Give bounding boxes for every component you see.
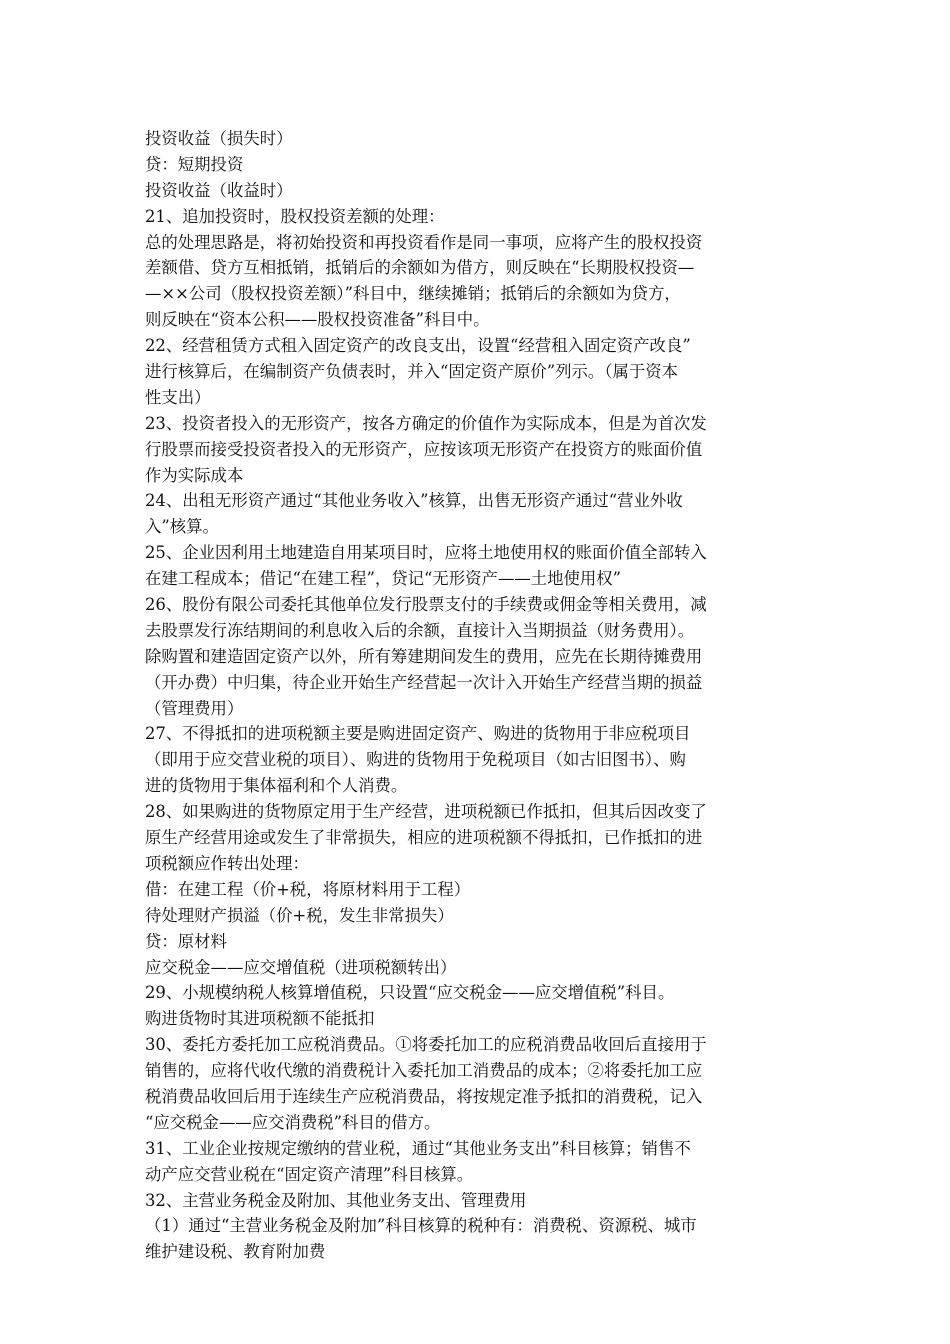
text-line: （管理费用）: [145, 698, 244, 718]
text-line: 作为实际成本: [145, 465, 244, 485]
text-line: 性支出）: [145, 387, 211, 407]
text-line: 则反映在“资本公积——股权投资准备”科目中。: [145, 310, 490, 330]
text-line: 差额借、贷方互相抵销，抵销后的余额如为借方，则反映在“长期股权投资—: [145, 258, 695, 278]
text-line: 销售的，应将代收代缴的消费税计入委托加工消费品的成本；②将委托加工应: [145, 1061, 703, 1081]
text-line: 去股票发行冻结期间的利息收入后的余额，直接计入当期损益（财务费用）。: [145, 620, 695, 640]
text-line: 28、如果购进的货物原定用于生产经营，进项税额已作抵扣，但其后因改变了: [145, 802, 707, 822]
text-line: 税消费品收回后用于连续生产应税消费品，将按规定准予抵扣的消费税，记入: [145, 1086, 703, 1106]
text-line: （即用于应交营业税的项目）、购进的货物用于免税项目（如古旧图书）、购: [145, 750, 686, 770]
text-line: 动产应交营业税在“固定资产清理”科目核算。: [145, 1164, 474, 1184]
text-line: “应交税金——应交消费税”科目的借方。: [145, 1112, 441, 1132]
text-line: 维护建设税、教育附加费: [145, 1242, 326, 1262]
text-line: 30、委托方委托加工应税消费品。①将委托加工的应税消费品收回后直接用于: [145, 1035, 707, 1055]
text-line: 应交税金——应交增值税（进项税额转出）: [145, 957, 457, 977]
text-line: 借：在建工程（价+税，将原材料用于工程）: [145, 879, 471, 899]
document-body: [145, 126, 810, 1265]
text-line: —××公司（股权投资差额）”科目中，继续摊销；抵销后的余额如为贷方，: [145, 284, 681, 304]
text-line: 贷：短期投资: [145, 154, 244, 174]
text-line: 入”核算。: [145, 517, 219, 537]
text-line: 21、追加投资时，股权投资差额的处理：: [145, 206, 445, 226]
text-line: 投资收益（收益时）: [145, 180, 293, 200]
text-line: 投资收益（损失时）: [145, 129, 293, 148]
text-line: （1）通过“主营业务税金及附加”科目核算的税种有：消费税、资源税、城市: [145, 1216, 697, 1236]
text-line: 24、出租无形资产通过“其他业务收入”核算，出售无形资产通过“营业外收: [145, 491, 683, 511]
text-line: 贷：原材料: [145, 931, 227, 951]
text-line: 23、投资者投入的无形资产，按各方确定的价值作为实际成本，但是为首次发: [145, 413, 707, 433]
text-line: 31、工业企业按规定缴纳的营业税，通过“其他业务支出”科目核算；销售不: [145, 1138, 691, 1158]
text-line: 原生产经营用途或发生了非常损失，相应的进项税额不得抵扣，已作抵扣的进: [145, 828, 703, 848]
text-line: 29、小规模纳税人核算增值税，只设置“应交税金——应交增值税”科目。: [145, 983, 675, 1003]
text-line: 27、不得抵扣的进项税额主要是购进固定资产、购进的货物用于非应税项目: [145, 724, 691, 744]
text-line: 除购置和建造固定资产以外，所有筹建期间发生的费用，应先在长期待摊费用: [145, 646, 703, 666]
text-line: 行股票而接受投资者投入的无形资产，应按该项无形资产在投资方的账面价值: [145, 439, 703, 459]
text-line: 购进货物时其进项税额不能抵扣: [145, 1009, 375, 1029]
text-line: 总的处理思路是，将初始投资和再投资看作是同一事项，应将产生的股权投资: [145, 232, 703, 252]
text-line: 26、股份有限公司委托其他单位发行股票支付的手续费或佣金等相关费用，减: [145, 595, 707, 615]
text-line: 32、主营业务税金及附加、其他业务支出、管理费用: [145, 1190, 527, 1210]
text-line: （开办费）中归集，待企业开始生产经营起一次计入开始生产经营当期的损益: [145, 672, 703, 692]
text-line: 项税额应作转出处理：: [145, 853, 309, 873]
text-line: 22、经营租赁方式租入固定资产的改良支出，设置“经营租入固定资产改良”: [145, 336, 691, 356]
text-line: 在建工程成本；借记“在建工程”，贷记“无形资产——土地使用权”: [145, 569, 622, 589]
text-line: 待处理财产损溢（价+税，发生非常损失）: [145, 905, 454, 925]
text-line: 进的货物用于集体福利和个人消费。: [145, 776, 408, 796]
text-line: 25、企业因利用土地建造自用某项目时，应将土地使用权的账面价值全部转入: [145, 543, 707, 563]
text-line: 进行核算后，在编制资产负债表时，并入“固定资产原价”列示。（属于资本: [145, 362, 679, 382]
